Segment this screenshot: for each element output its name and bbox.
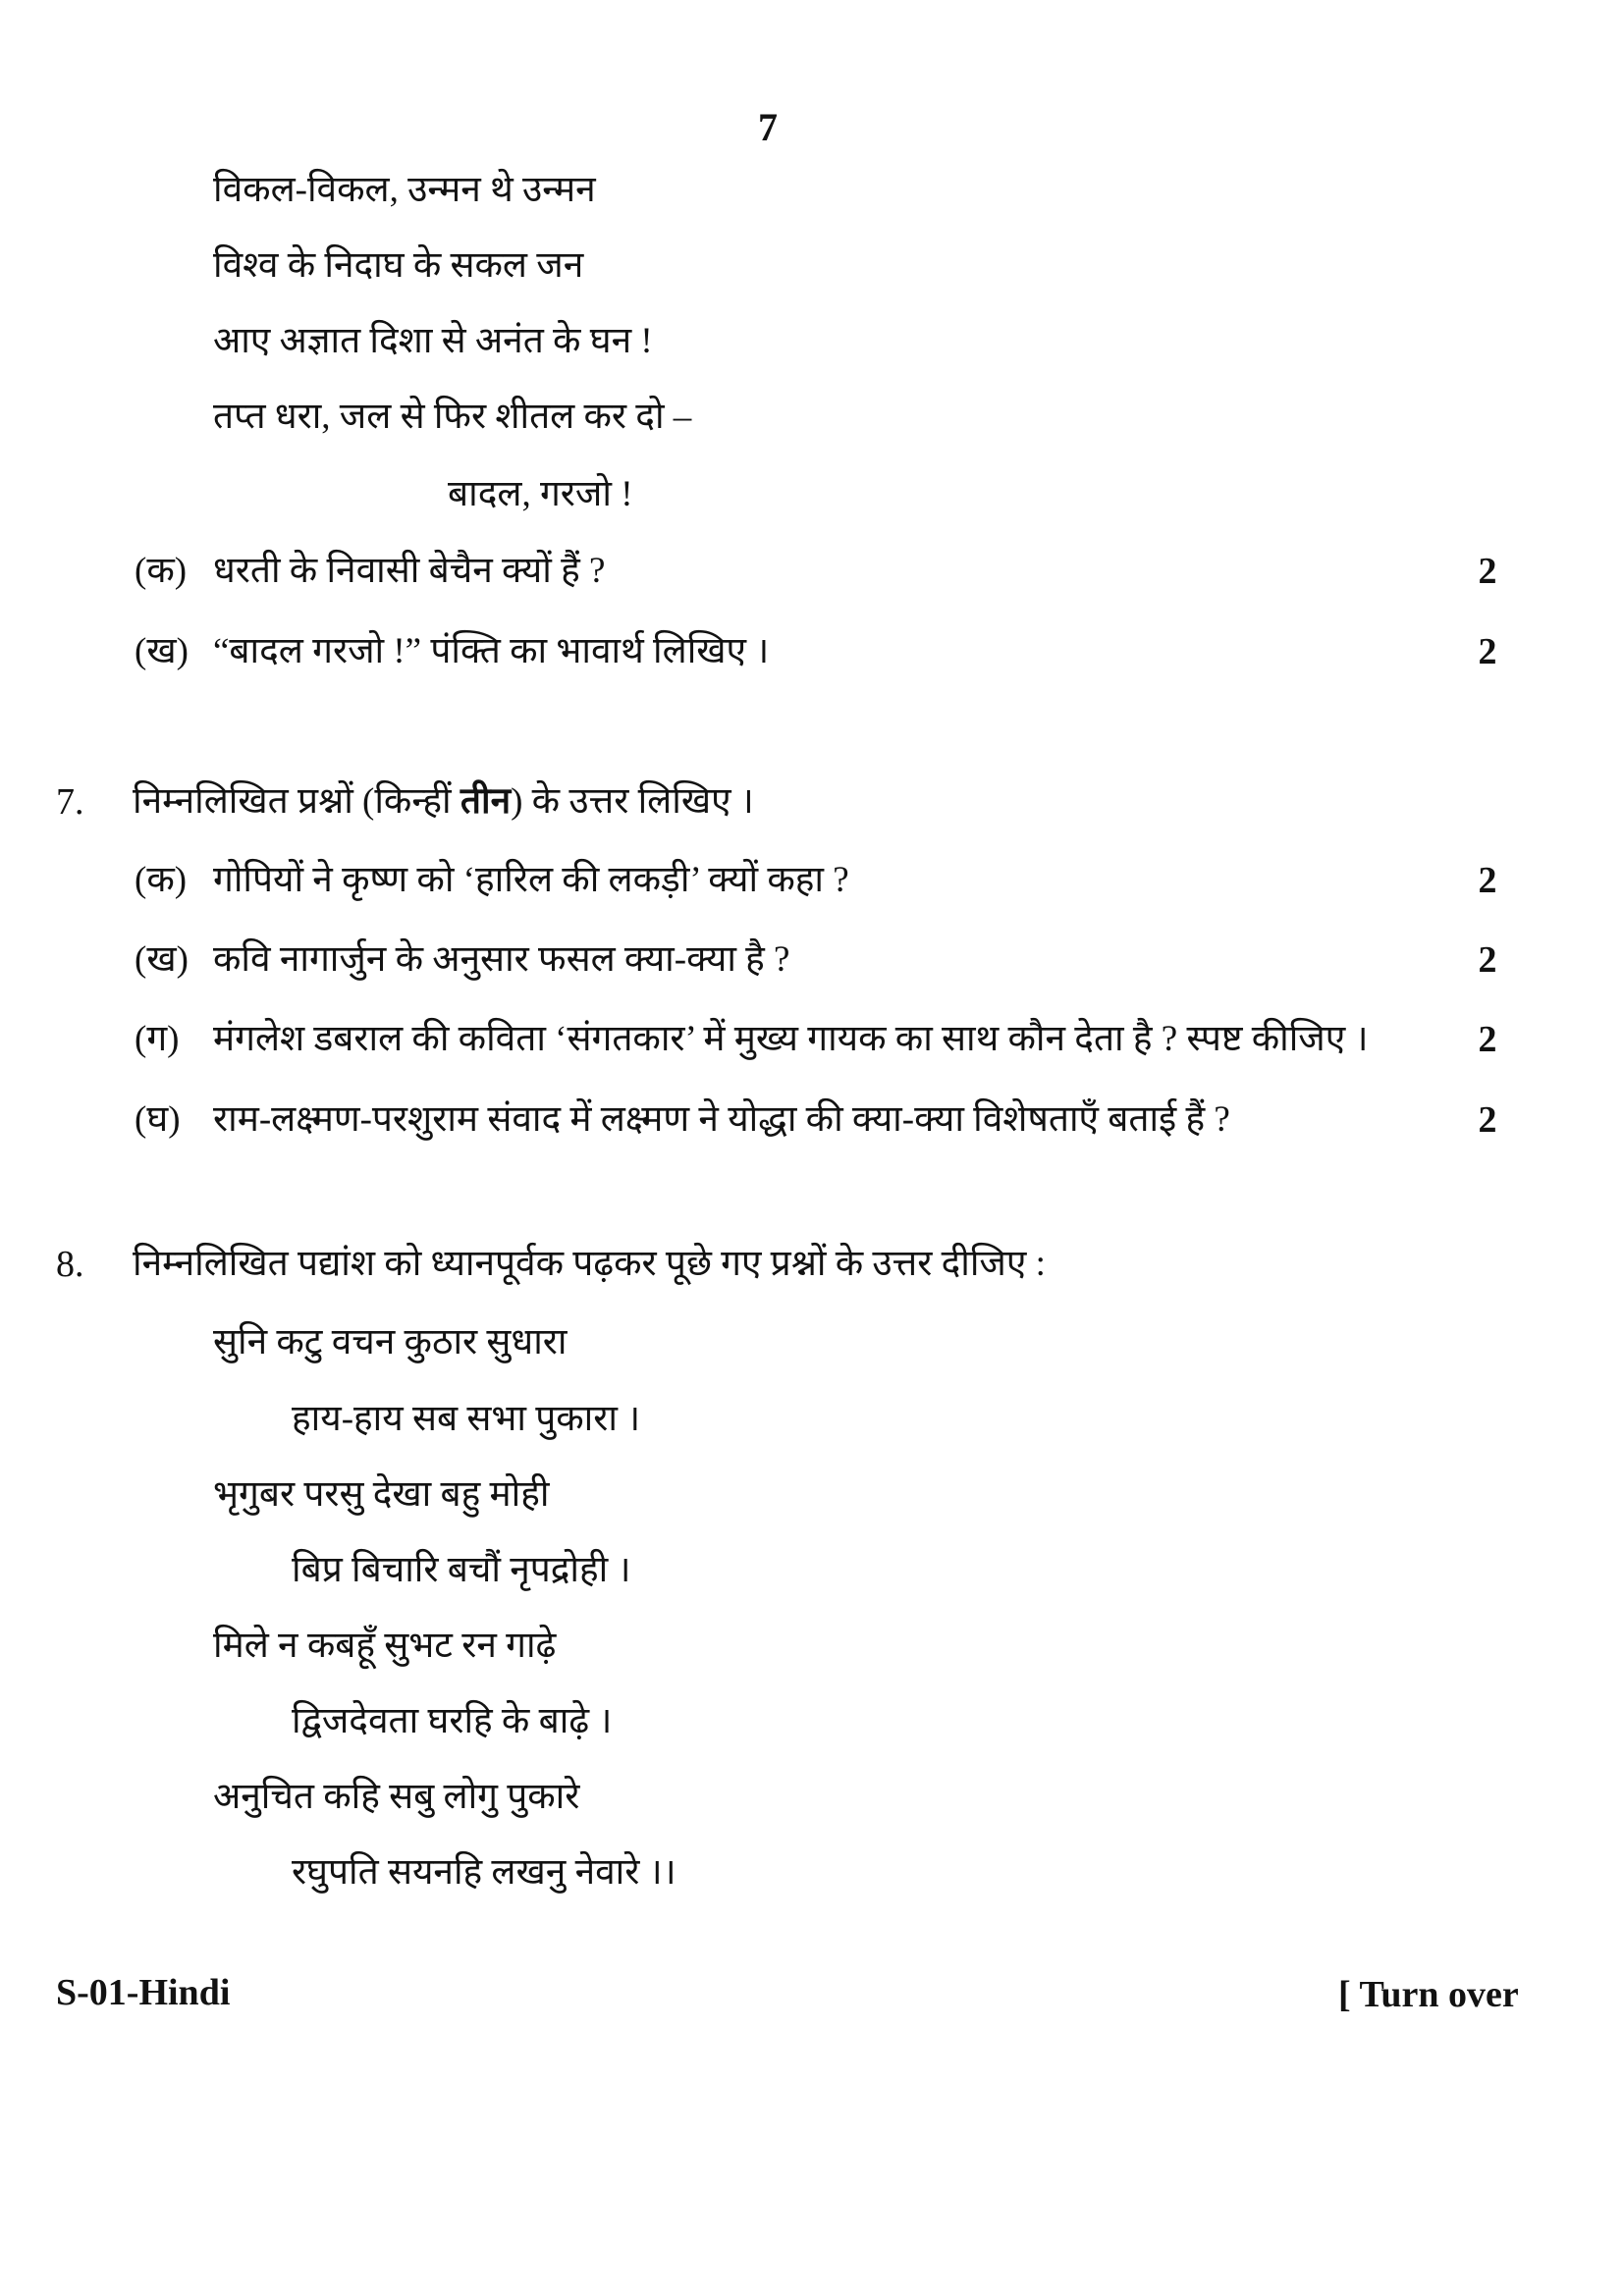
- question-intro: निम्नलिखित पद्यांश को ध्यानपूर्वक पढ़कर पूछे गए प्रश्नों के उत्तर दीजिए :: [133, 1244, 1046, 1284]
- footer-turn-over-note: [ Turn over: [1338, 1974, 1519, 2015]
- poem-line: मिले न कबहूँ सुभट रन गाढ़े: [213, 1626, 557, 1666]
- footer-paper-code: S-01-Hindi: [56, 1972, 231, 2013]
- subquestion-label: (क): [135, 551, 188, 591]
- poem-line: सुनि कटु वचन कुठार सुधारा: [213, 1322, 568, 1362]
- subquestion-row: [0, 1018, 1623, 1077]
- marks-value: 2: [1478, 939, 1497, 981]
- poem-line: भृगुबर परसु देखा बहु मोही: [213, 1474, 550, 1515]
- question-intro-bold-word: तीन: [460, 781, 512, 822]
- marks-value: 2: [1478, 1099, 1497, 1141]
- subquestion-text: कवि नागार्जुन के अनुसार फसल क्या-क्या है ?: [213, 939, 790, 980]
- subquestion-row: [0, 550, 1623, 609]
- subquestion-row: [0, 938, 1623, 997]
- question-intro-post: ) के उत्तर लिखिए ।: [511, 781, 754, 822]
- marks-value: 2: [1478, 631, 1497, 672]
- passage-poem-line: विश्व के निदाघ के सकल जन: [213, 245, 584, 286]
- subquestion-text: मंगलेश डबराल की कविता ‘संगतकार’ में मुख्य गायक का साथ कौन देता है ? स्पष्ट कीजिए ।: [213, 1019, 1369, 1059]
- passage-poem-line: आए अज्ञात दिशा से अनंत के घन !: [213, 321, 653, 361]
- page-number: 7: [758, 105, 778, 149]
- subquestion-text: “बादल गरजो !” पंक्ति का भावार्थ लिखिए ।: [213, 631, 770, 671]
- question-row: [0, 1243, 1623, 1302]
- subquestion-text: धरती के निवासी बेचैन क्यों हैं ?: [213, 551, 606, 591]
- subquestion-label: (ख): [135, 631, 189, 671]
- question-row: [0, 780, 1623, 839]
- subquestion-label: (क): [135, 860, 188, 900]
- poem-line: अनुचित कहि सबु लोगु पुकारे: [213, 1777, 580, 1817]
- marks-value: 2: [1478, 860, 1497, 901]
- subquestion-text: गोपियों ने कृष्ण को ‘हारिल की लकड़ी’ क्यों कहा ?: [213, 860, 849, 900]
- poem-line: बिप्र बिचारि बचौं नृपद्रोही ।: [292, 1550, 631, 1590]
- poem-line: द्विजदेवता घरहि के बाढ़े ।: [292, 1701, 613, 1741]
- passage-poem-refrain: बादल, गरजो !: [448, 474, 633, 514]
- subquestion-row: [0, 1098, 1623, 1157]
- question-number: 7.: [56, 781, 84, 823]
- subquestion-label: (ग): [135, 1019, 180, 1059]
- subquestion-label: (ख): [135, 939, 189, 980]
- question-intro-pre: निम्नलिखित प्रश्नों (किन्हीं: [133, 781, 460, 822]
- subquestion-row: [0, 859, 1623, 918]
- poem-line: रघुपति सयनहि लखनु नेवारे ।।: [292, 1852, 676, 1893]
- marks-value: 2: [1478, 1019, 1497, 1060]
- subquestion-text: राम-लक्ष्मण-परशुराम संवाद में लक्ष्मण ने योद्धा की क्या-क्या विशेषताएँ बताई हैं ?: [213, 1099, 1230, 1140]
- passage-poem-line: विकल-विकल, उन्मन थे उन्मन: [213, 170, 596, 210]
- poem-line: हाय-हाय सब सभा पुकारा ।: [292, 1399, 641, 1439]
- question-intro: [133, 780, 754, 824]
- marks-value: 2: [1478, 551, 1497, 592]
- question-number: 8.: [56, 1244, 84, 1285]
- subquestion-label: (घ): [135, 1099, 181, 1140]
- subquestion-row: [0, 630, 1623, 689]
- passage-poem-line: तप्त धरा, जल से फिर शीतल कर दो –: [213, 397, 692, 437]
